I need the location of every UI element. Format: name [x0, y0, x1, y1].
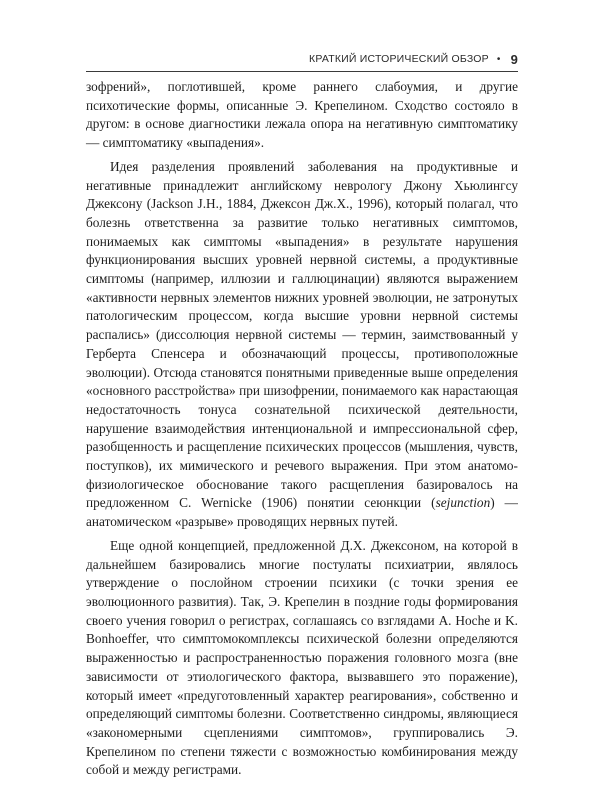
page-number: 9 — [510, 51, 518, 67]
paragraph-2-text-before: Идея разделения проявлений заболевания на продуктивные и негативные принадлежит английскому неврологу Джону Хьюлингсу Джексону (Jackson J.H., 1884, Джексон Дж.Х., 1996), который полагал, что болезнь ответственна за развитие только негативных симптомов, понимаемых как симптомы «выпадения» в результате нарушения функционирования высших уровней нервной системы, а продуктивные симптомы (например, иллюзии и галлюцинации) являются выражением «активности нервных элементов нижних уровней эволюции, не затронутых патологическим процессом, когда высшие уровни нервной системы распались» (диссолюция нервной системы — термин, заимствованный у Герберта Спенсера и обозначающий процессы, противоположные эволюции). Отсюда становятся понятными приведенные выше определения «основного расстройства» при шизофрении, понимаемого как нарастающая недостаточность тонуса сознательной психической деятельности, нарушение взаимодействия интенциональной и импрессиональной сфер, разобщенность и расщепление психических процессов (мышления, чувств, поступков), их мимического и речевого выражения. При этом анатомо-физиологическое обоснование такого расщепления базировалось на предложенном C. Wernicke (1906) понятии сеюнкции ( — [86, 158, 518, 511]
running-head — [86, 50, 518, 68]
paragraph-2 — [86, 158, 518, 532]
bullet-separator: • — [496, 53, 501, 65]
paragraph-3: Еще одной концепцией, предложенной Д.Х. Джексоном, на которой в дальнейшем базировались многие постулаты психиатрии, являлось утверждение о послойном строении психики (с точки зрения ее эволюционного развития). Так, Э. Крепелин в поздние годы формирования своего учения говорил о регистрах, соглашаясь со взглядами A. Hoche и K. Bonhoeffer, что симптомокомплексы психической болезни определяются выраженностью и распространенностью поражения головного мозга (вне зависимости от этиологического фактора, вызвавшего это поражение), который имеет «предуготовленный характер реагирования», собственно и определяющий симптомы болезни. Соответственно синдромы, являющиеся «закономерными сцеплениями симптомов», группировались Э. Крепелином по степени тяжести с возможностью комбинирования между собой и между регистрами. — [86, 537, 518, 778]
paragraph-2-text-after: ) — анатомическом «разрыве» проводящих нервных путей. — [86, 495, 518, 530]
paragraph-2-italic-term: sejunction — [435, 495, 491, 511]
body-text — [86, 78, 518, 785]
paragraph-1: зофрений», поглотившей, кроме раннего слабоумия, и другие психотические формы, описанные Э. Крепелином. Сходство состояло в другом: в основе диагностики лежала опора на негативную симптоматику — симптоматику «выпадения». — [86, 79, 518, 151]
running-title: КРАТКИЙ ИСТОРИЧЕСКИЙ ОБЗОР — [309, 53, 489, 65]
header-rule — [86, 71, 518, 72]
